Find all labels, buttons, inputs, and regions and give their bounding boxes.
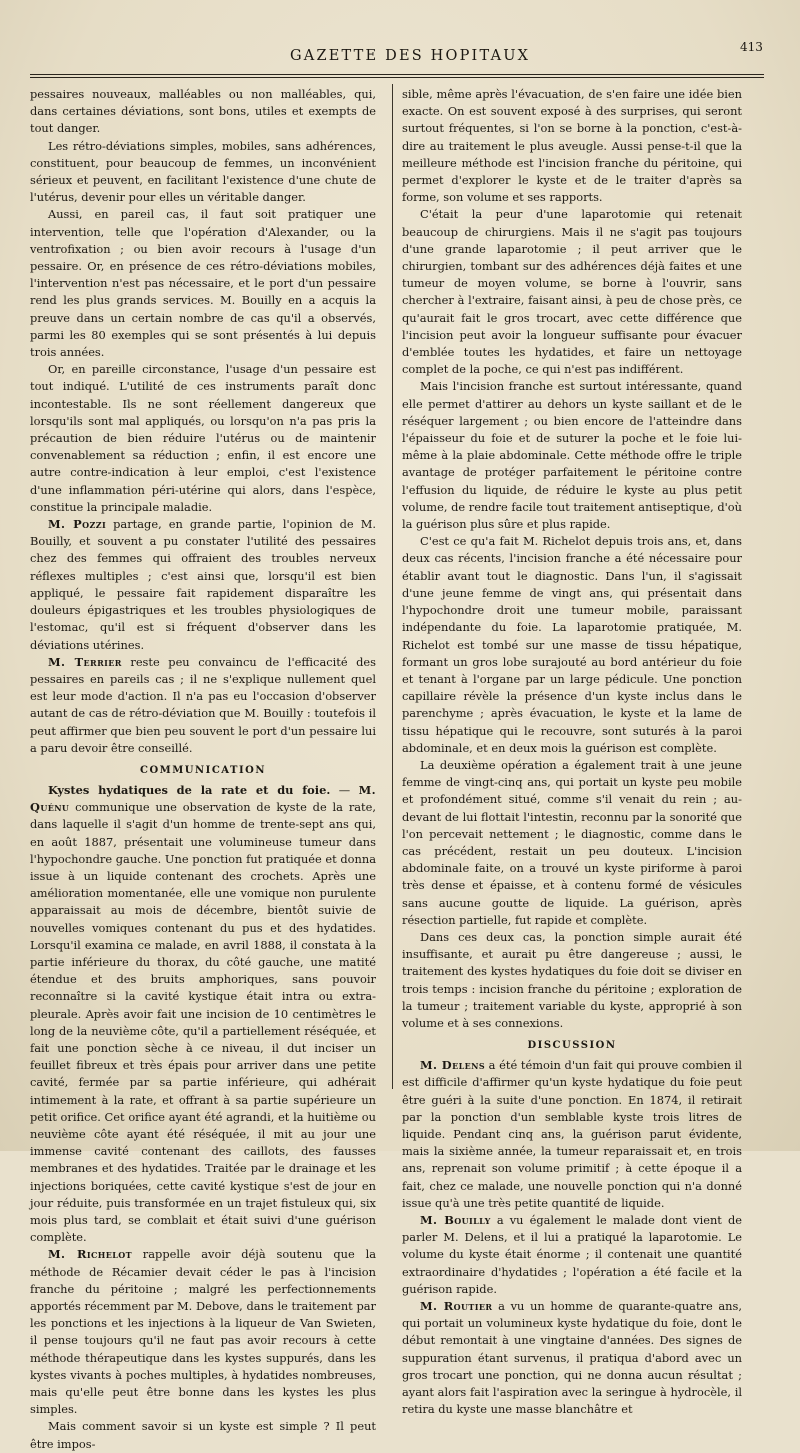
header-rule-thin — [30, 77, 764, 78]
paragraph-terrier — [30, 654, 376, 757]
speaker-name: M. Terrier — [48, 654, 122, 669]
paragraph-bouilly — [402, 1212, 742, 1298]
paragraph: Aussi, en pareil cas, il faut soit pratiquer une intervention, telle que l'opération d'Alexander, ou la ventrofixation ; ou bien avoir recours à l'usage d'un pessaire. Or, en présence de ces rétro-déviations mobiles, l'intervention n'est pas nécessaire, et le port d'un pessaire rend les plus grands services. M. Bouilly en a acquis la preuve dans un certain nombre de cas qu'il a observés, parmi les 80 exemples qui se sont présentés à lui depuis trois années. — [30, 207, 376, 360]
paragraph: Dans ces deux cas, la ponction simple aurait été insuffisante, et aurait pu être dangereuse ; aussi, le traitement des kystes hydatiques du foie doit se diviser en trois temps : incision franche du péritoine ; exploration de la tumeur ; traitement variable du kyste, approprié à son volume et à ses connexions. — [402, 929, 742, 1030]
paragraph: Les rétro-déviations simples, mobiles, sans adhérences, constituent, pour beaucoup de femmes, un inconvénient sérieux et peuvent, en facilitant l'existence d'une chute de l'utérus, devenir pour elles un véritable danger. — [30, 138, 376, 205]
speaker-text: rappelle avoir déjà soutenu que la méthode de Récamier devait céder le pas à l'incision franche du péritoine ; malgré les perfectionnements apportés récemment par M. Debove, dans le traitement par les ponctions et les injections à la liqueur de Van Swieten, il pense toujours qu'il ne faut pas avoir recours à cette méthode thérapeutique dans les kystes suppurés, dans les kystes vivants à poches multiples, à hydatides nombreuses, mais qu'elle peut être bonne dans les kystes les plus simples. — [30, 1247, 377, 1417]
paragraph-pozzi — [30, 516, 376, 654]
speaker-name: M. Routier — [420, 1299, 493, 1314]
speaker-text: partage, en grande partie, l'opinion de M. Bouilly, et souvent a pu constater l'utilité des pessaires chez des femmes qui offraient des troubles nerveux réflexes multiples ; c'est ainsi que, lorsqu'il est bien appliqué, le pessaire fait rapidement disparaître les douleurs épigastriques et les troubles physiologiques de l'estomac, qu'il est si fréquent d'observer dans les déviations utérines. — [30, 517, 376, 652]
journal-title: GAZETTE DES HOPITAUX — [290, 48, 531, 64]
speaker-text: reste peu convaincu de l'efficacité des pessaires en pareils cas ; il ne s'explique nullement quel est leur mode d'action. Il n'a pas eu l'occasion d'observer autant de cas de rétro-déviation que M. Bouilly : toutefois il peut affirmer que bien peu souvent le port d'un pessaire lui a paru devoir être conseillé. — [30, 654, 376, 755]
paragraph: La deuxième opération a également trait à une jeune femme de vingt-cinq ans, qui portait un kyste peu mobile et profondément situé, comme s'il venait du rein ; au-devant de lui flottait l'intestin, reconnu par la sonorité que l'on percevait nettement ; le diagnostic, comme dans le cas précédent, restait un peu douteux. L'incision abdominale faite, on a trouvé un kyste piriforme à paroi très dense et épaisse, et à contenu formé de vésicules sans aucune goutte de liquide. La guérison, après résection partielle, fut rapide et complète. — [402, 757, 742, 927]
right-column — [402, 86, 742, 1417]
paragraph: sible, même après l'évacuation, de s'en faire une idée bien exacte. On est souvent exposé à des surprises, qui seront surtout fréquentes, si l'on se borne à la ponction, c'est-à-dire au traitement le plus aveugle. Aussi pense-t-il que la meilleure méthode est l'incision franche du péritoine, qui permet d'explorer le kyste et de le traiter d'après sa forme, son volume et ses rapports. — [402, 87, 742, 205]
speaker-text: a vu un homme de quarante-quatre ans, qui portait un volumineux kyste hydatique du foie, dont le début remontait à une vingtaine d'années. Des signes de suppuration étant survenus, il pratiqua d'abord avec un gros trocart une ponction, qui ne donna aucun résultat ; ayant alors fait l'aspiration avec la seringue à hydrocèle, il retira du kyste une masse blanchâtre et — [402, 1299, 742, 1417]
paragraph: C'était la peur d'une laparotomie qui retenait beaucoup de chirurgiens. Mais il ne s'agit pas toujours d'une grande laparotomie ; il peut arriver que le chirurgien, tombant sur des adhérences déjà faites et une tumeur de moyen volume, se borne à l'ouvrir, sans chercher à l'extraire, faisant ainsi, à peu de chose près, ce qu'aurait fait le gros trocart, avec cette différence que l'incision peut avoir la longueur suffisante pour évacuer d'emblée toutes les hydatides, et faire un nettoyage complet de la poche, ce qui n'est pas indifférent. — [402, 207, 742, 377]
section-heading: DISCUSSION — [527, 1040, 617, 1052]
paragraph-richelot — [30, 1246, 376, 1418]
speaker-name: M. Delens — [420, 1058, 485, 1073]
paragraph-kystes — [30, 782, 376, 1246]
section-heading: COMMUNICATION — [140, 764, 266, 776]
running-head — [0, 40, 800, 70]
speaker-name: M. Richelot — [48, 1247, 132, 1262]
speaker-name: M. Quénu — [30, 782, 376, 815]
paragraph: Mais comment savoir si un kyste est simple ? Il peut être impos- — [30, 1419, 376, 1451]
lead-dash: — — [330, 782, 359, 797]
speaker-text: communique une observation de kyste de la rate, dans laquelle il s'agit d'un homme de trente-sept ans qui, en août 1887, présentait une volumineuse tumeur dans l'hypochondre gauche. Une ponction fut pratiquée et donna issue à un liquide contenant des crochets. Après une amélioration momentanée, elle une vomique non purulente apparaissait au mois de décembre, bientôt suivie de nouvelles vomiques contenant du pus et des hydatides. Lorsqu'il examina ce malade, en avril 1888, il constata à la partie inférieure du thorax, du côté gauche, une matité étendue et des bruits amphoriques, sans pouvoir reconnaître si la cavité kystique était intra ou extra-pleurale. Après avoir fait une incision de 10 centimètres le long de la neuvième côte, qu'il a partiellement réséquée, et fait une ponction sèche à ce niveau, il dut inciser un feuillet fibreux et très épais pour arriver dans une petite cavité, fermée par sa partie inférieure, qui adhérait intimement à la rate, et offrant à sa partie supérieure un petit orifice. Cet orifice ayant été agrandi, et la huitième ou neuvième côte ayant été réséquée, il mit au jour une immense cavité contenant des caillots, des fausses membranes et des hydatides. Traitée par le drainage et les injections boriquées, cette cavité kystique s'est de jour en jour réduite, puis transformée en un trajet fistuleux qui, six mois plus tard, se comblait et était suivi d'une guérison complète. — [30, 800, 376, 1245]
speaker-name: M. Pozzi — [48, 517, 107, 532]
left-column — [30, 86, 377, 1451]
header-rule — [30, 74, 764, 75]
speaker-text: a vu également le malade dont vient de parler M. Delens, et il lui a pratiqué la laparotomie. Le volume du kyste était énorme ; il contenait une quantité extraordinaire d'hydatides ; l'opération a été facile et la guérison rapide. — [402, 1213, 742, 1296]
page-number: 413 — [740, 40, 763, 54]
paragraph-routier — [402, 1298, 742, 1418]
column-divider — [392, 84, 393, 1089]
speaker-text: a été témoin d'un fait qui prouve combien il est difficile d'affirmer qu'un kyste hydatique du foie peut être guéri à la suite d'une ponction. En 1874, il retirait par la ponction d'un semblable kyste trois litres de liquide. Pendant cinq ans, la guérison parut évidente, mais la sixième année, la tumeur reparaissait et, en trois ans, reprenait son volume primitif ; à cette époque il a fait, chez ce malade, une nouvelle ponction qui n'a donné issue qu'à une très petite quantité de liquide. — [402, 1058, 742, 1210]
article-lead: Kystes hydatiques de la rate et du foie. — [48, 782, 331, 797]
paragraph: Or, en pareille circonstance, l'usage d'un pessaire est tout indiqué. L'utilité de ces instruments paraît donc incontestable. Ils ne sont réellement dangereux que lorsqu'ils sont mal appliqués, ou lorsqu'on n'a pas pris la précaution de bien réduire l'utérus ou de maintenir convenablement sa réduction ; enfin, il est encore une autre contre-indication à leur emploi, c'est l'existence d'une inflammation péri-utérine qui alors, dans l'espèce, constitue la principale maladie. — [30, 362, 376, 514]
paragraph: Mais l'incision franche est surtout intéressante, quand elle permet d'attirer au dehors un kyste saillant et de le réséquer largement ; ou bien encore de l'atteindre dans l'épaisseur du foie et de suturer la poche et le foie lui-même à la plaie abdominale. Cette méthode offre le triple avantage de protéger parfaitement le péritoine contre l'effusion du liquide, de réduire le kyste au plus petit volume, de rendre facile tout traitement antiseptique, d'où la guérison plus sûre et plus rapide. — [402, 379, 742, 532]
paragraph-delens — [402, 1057, 742, 1212]
paragraph: pessaires nouveaux, malléables ou non malléables, qui, dans certaines déviations, sont bons, utiles et exempts de tout danger. — [30, 87, 376, 136]
paragraph: C'est ce qu'a fait M. Richelot depuis trois ans, et, dans deux cas récents, l'incision franche a été nécessaire pour établir avant tout le diagnostic. Dans l'un, il s'agissait d'une jeune femme de vingt ans, qui présentait dans l'hypochondre droit une tumeur mobile, paraissant indépendante du foie. La laparotomie pratiquée, M. Richelot est tombé sur une masse de tissu hépatique, formant un gros lobe surajouté au bord antérieur du foie et tenant à l'organe par un large pédicule. Une ponction capillaire révèle la présence d'un kyste inclus dans le parenchyme ; après évacuation, le kyste et la lame de tissu hépatique qui le recouvre, sont suturés à la paroi abdominale, et en deux mois la guérison est complète. — [402, 534, 742, 755]
speaker-name: M. Bouilly — [420, 1213, 491, 1227]
